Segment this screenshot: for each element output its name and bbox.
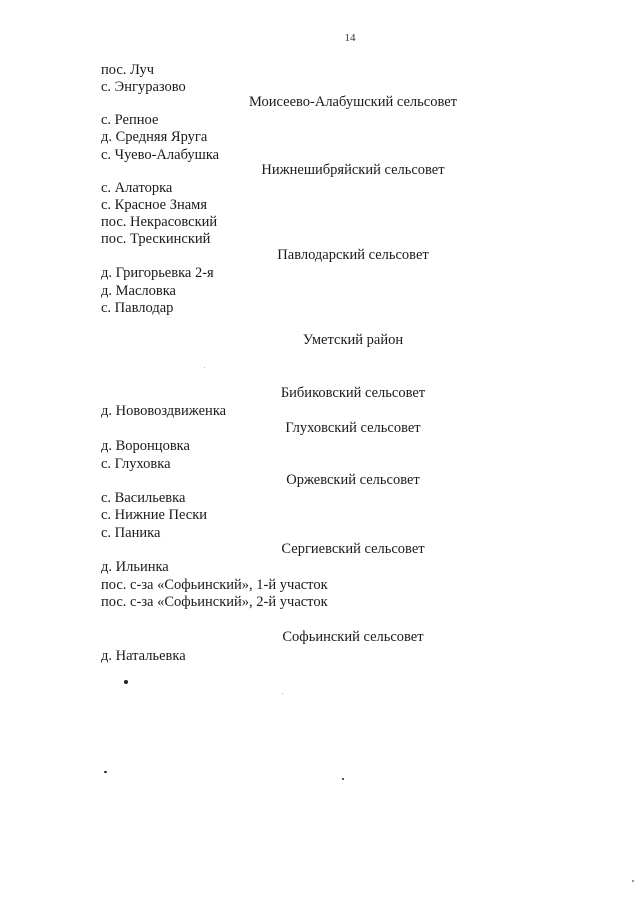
district-heading: Уметский район: [302, 332, 404, 348]
council-heading: Сергиевский сельсовет: [281, 541, 425, 557]
settlement-line: д. Средняя Яруга: [101, 129, 208, 145]
settlement-line: пос. Трескинский: [101, 231, 211, 247]
council-heading: Оржевский сельсовет: [286, 472, 420, 488]
settlement-line: с. Васильевка: [101, 490, 186, 506]
council-heading: Нижнешибряйский сельсовет: [261, 162, 445, 178]
settlement-line: пос. Некрасовский: [101, 214, 218, 230]
settlement-line: пос. с-за «Софьинский», 2-й участок: [101, 594, 328, 610]
settlement-line: д. Нововоздвиженка: [101, 403, 227, 419]
scan-speck: [104, 771, 107, 773]
scan-speck: [124, 680, 128, 684]
settlement-line: д. Григорьевка 2-я: [101, 265, 214, 281]
council-heading: Софьинский сельсовет: [282, 629, 424, 645]
settlement-line: с. Алаторка: [101, 180, 173, 196]
settlement-line: д. Масловка: [101, 283, 176, 299]
settlement-line: пос. с-за «Софьинский», 1-й участок: [101, 577, 328, 593]
settlement-line: с. Красное Знамя: [101, 197, 208, 213]
settlement-line: д. Воронцовка: [101, 438, 190, 454]
settlement-line: с. Энгуразово: [101, 79, 186, 95]
council-heading: Глуховский сельсовет: [285, 420, 421, 436]
scan-speck: [342, 778, 344, 780]
scan-speck: [632, 880, 634, 882]
settlement-line: д. Ильинка: [101, 559, 169, 575]
settlement-line: с. Павлодар: [101, 300, 174, 316]
scan-speck: [282, 693, 283, 694]
settlement-line: с. Нижние Пески: [101, 507, 208, 523]
settlement-line: д. Натальевка: [101, 648, 186, 664]
council-heading: Моисеево-Алабушский сельсовет: [249, 94, 457, 110]
settlement-line: с. Паника: [101, 525, 161, 541]
council-heading: Павлодарский сельсовет: [277, 247, 429, 263]
scan-speck: [204, 367, 205, 368]
settlement-line: с. Глуховка: [101, 456, 171, 472]
council-heading: Бибиковский сельсовет: [280, 385, 426, 401]
settlement-line: с. Репное: [101, 112, 159, 128]
settlement-line: пос. Луч: [101, 62, 155, 78]
settlement-line: с. Чуево-Алабушка: [101, 147, 220, 163]
page-number: 14: [344, 32, 356, 44]
